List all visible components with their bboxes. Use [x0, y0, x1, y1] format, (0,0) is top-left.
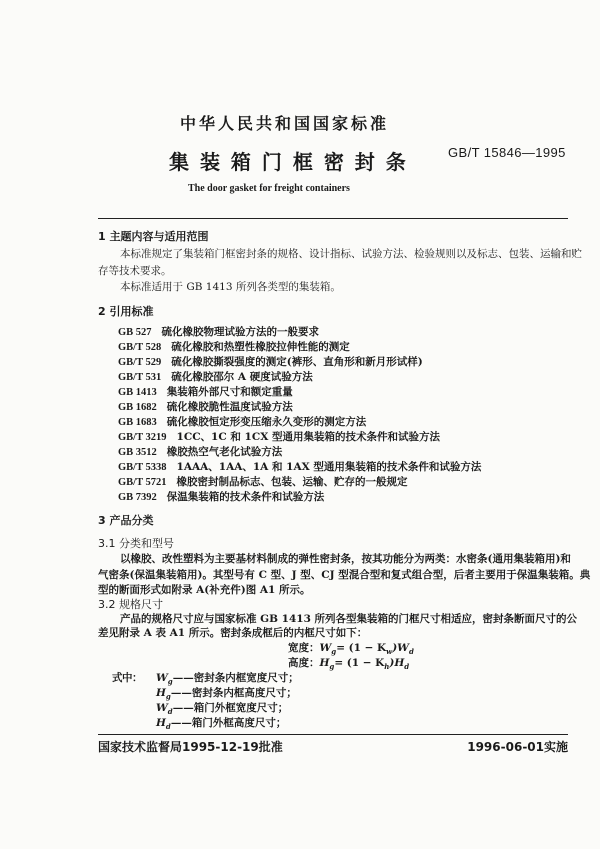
reference-item — [118, 326, 319, 340]
reference-code: GB/T 5721 — [118, 477, 167, 488]
formula-tail: )W — [392, 642, 409, 654]
symbol-definition — [156, 687, 297, 700]
reference-title: 硫化橡胶脆性温度试验方法 — [166, 401, 293, 413]
reference-item — [118, 431, 440, 445]
section-3-heading: 3 产品分类 — [98, 514, 154, 527]
formula-sub: h — [384, 662, 390, 672]
symbol-definition — [156, 717, 286, 730]
reference-code: GB 527 — [118, 327, 152, 338]
paragraph-line: 本标准规定了集装箱门框密封条的规格、设计指标、试验方法、检验规则以及标志、包装、运输和贮 — [120, 248, 582, 260]
reference-title: 硫化橡胶邵尔 A 硬度试验方法 — [171, 371, 313, 383]
document-title: 集 装 箱 门 框 密 封 条 — [169, 150, 408, 174]
document-title-english: The door gasket for freight containers — [188, 183, 350, 194]
symbol-description: ——箱门外框宽度尺寸； — [172, 702, 289, 714]
reference-item — [118, 491, 324, 505]
paragraph-line: 气密条(保温集装箱用)。其型号有 C 型、J 型、CJ 型混合型和复式组合型，后者主要用于保温集装箱。典 — [98, 569, 591, 581]
approval-date: 国家技术监督局1995-12-19批准 — [98, 740, 283, 754]
reference-title: 硫化橡胶恒定形变压缩永久变形的测定方法 — [166, 416, 367, 428]
symbol-definition — [156, 672, 299, 685]
reference-item — [118, 401, 293, 415]
symbol-description: ——箱门外框高度尺寸； — [170, 717, 287, 729]
symbol-sub: d — [165, 722, 171, 732]
reference-item — [118, 446, 282, 460]
reference-code: GB 3512 — [118, 447, 157, 458]
section-3-1-heading: 3.1 分类和型号 — [98, 537, 174, 550]
reference-item — [118, 476, 408, 490]
paragraph-line: 本标准适用于 GB 1413 所列各类型的集装箱。 — [120, 281, 341, 293]
header-divider — [98, 218, 568, 219]
formula-tail: )H — [389, 657, 405, 669]
reference-code: GB/T 531 — [118, 372, 162, 383]
symbol-sub: g — [165, 692, 171, 702]
reference-item — [118, 416, 366, 430]
symbol-description: ——密封条内框宽度尺寸； — [172, 672, 299, 684]
reference-code: GB 1413 — [118, 387, 157, 398]
reference-title: 硫化橡胶物理试验方法的一般要求 — [161, 326, 320, 338]
section-3-2-heading: 3.2 规格尺寸 — [98, 598, 163, 611]
formula-expr: = (1 − K — [336, 642, 387, 654]
paragraph-line: 存等技术要求。 — [98, 265, 172, 277]
reference-title: 1AAA、1AA、1A 和 1AX 型通用集装箱的技术条件和试验方法 — [176, 461, 482, 473]
reference-title: 硫化橡胶撕裂强度的测定(裤形、直角形和新月形试样) — [171, 356, 423, 368]
paragraph-line: 以橡胶、改性塑料为主要基材料制成的弹性密封条，按其功能分为两类：水密条(通用集装箱用)和 — [120, 553, 571, 565]
footer-divider — [98, 734, 568, 735]
formula-sub: d — [404, 662, 410, 672]
symbol-description: ——密封条内框高度尺寸； — [170, 687, 297, 699]
formula-expr: = (1 − K — [334, 657, 385, 669]
section-2-heading: 2 引用标准 — [98, 305, 154, 318]
reference-code: GB/T 528 — [118, 342, 162, 353]
reference-title: 橡胶热空气老化试验方法 — [166, 446, 283, 458]
reference-title: 集装箱外部尺寸和额定重量 — [166, 386, 293, 398]
reference-item — [118, 341, 350, 355]
formula-var: H — [319, 657, 330, 669]
reference-item — [118, 386, 293, 400]
formula-label: 宽度： — [288, 642, 320, 654]
formula-sub: d — [408, 647, 414, 657]
symbol-sub: g — [167, 677, 173, 687]
reference-code: GB/T 529 — [118, 357, 162, 368]
country-standard-label: 中华人民共和国国家标准 — [180, 114, 390, 133]
symbol: H — [156, 687, 166, 699]
reference-code: GB 7392 — [118, 492, 157, 503]
symbol-sub: d — [167, 707, 173, 717]
paragraph-line: 差见附录 A 表 A1 所示。密封条成框后的内框尺寸如下： — [98, 627, 368, 639]
reference-code: GB/T 3219 — [118, 432, 167, 443]
formula-sub: g — [329, 662, 335, 672]
where-label: 式中： — [112, 672, 142, 684]
formula — [288, 642, 414, 655]
reference-title: 保温集装箱的技术条件和试验方法 — [166, 491, 325, 503]
paragraph-line: 产品的规格尺寸应与国家标准 GB 1413 所列各型集装箱的门框尺寸相适应，密封条断面尺寸的公 — [120, 613, 578, 625]
formula — [288, 657, 409, 670]
reference-code: GB/T 5338 — [118, 462, 167, 473]
formula-sub: g — [331, 647, 337, 657]
formula-label: 高度： — [288, 657, 320, 669]
symbol: H — [156, 717, 166, 729]
symbol-definition — [156, 702, 288, 715]
paragraph-line: 型的断面形式如附录 A(补充件)图 A1 所示。 — [98, 584, 311, 596]
reference-title: 1CC、1C 和 1CX 型通用集装箱的技术条件和试验方法 — [176, 431, 440, 443]
reference-title: 硫化橡胶和热塑性橡胶拉伸性能的测定 — [171, 341, 350, 353]
reference-item — [118, 356, 423, 370]
formula-sub: w — [386, 647, 393, 657]
reference-title: 橡胶密封制品标志、包装、运输、贮存的一般规定 — [176, 476, 408, 488]
symbol: W — [156, 702, 168, 714]
effective-date: 1996-06-01实施 — [467, 740, 568, 754]
reference-code: GB 1682 — [118, 402, 157, 413]
reference-code: GB 1683 — [118, 417, 157, 428]
reference-item — [118, 371, 313, 385]
reference-item — [118, 461, 481, 475]
standard-code: GB/T 15846—1995 — [448, 145, 566, 160]
symbol: W — [156, 672, 168, 684]
section-1-heading: 1 主题内容与适用范围 — [98, 230, 209, 243]
formula-var: W — [319, 642, 332, 654]
